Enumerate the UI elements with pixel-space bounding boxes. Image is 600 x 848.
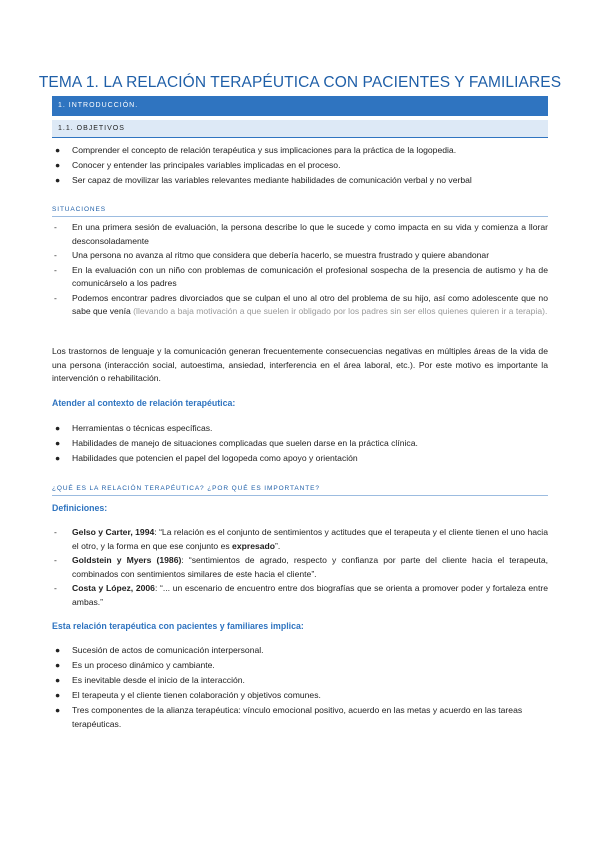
grey-note: (llevando a baja motivación a que suelen ir obligado por los padres sin ser ellos quienes quieren ir a terapia).: [133, 306, 548, 316]
list-item: ● Comprender el concepto de relación terapéutica y sus implicaciones para la práctica de la logopedia.: [52, 143, 548, 158]
situaciones-list: [52, 221, 548, 320]
bullet-icon: ●: [55, 175, 61, 185]
list-item: - Gelso y Carter, 1994: “La relación es el conjunto de sentimientos y actitudes que el terapeuta y el cliente tienen el uno hacia el otro, y la forma en que ese conjunto es expresado”.: [54, 527, 548, 551]
section-heading-introduccion: 1. INTRODUCCIÓN.: [52, 96, 548, 116]
list-item: ● Tres componentes de la alianza terapéutica: vínculo emocional positivo, acuerdo en las metas y acuerdo en las tareas terapéuticas.: [55, 705, 523, 729]
que-es-heading: ¿QUÉ ES LA RELACIÓN TERAPÉUTICA? ¿POR QUÉ ES IMPORTANTE?: [52, 485, 548, 496]
author: Costa y López, 2006: [72, 583, 155, 593]
list-item: - Costa y López, 2006: “... un escenario de encuentro entre dos biografías que se orienta a promover poder y fortaleza entre ambas.”: [54, 583, 548, 607]
author: Gelso y Carter, 1994: [72, 527, 155, 537]
bullet-icon: ●: [55, 438, 61, 448]
list-item: ● Sucesión de actos de comunicación interpersonal.: [52, 643, 548, 658]
contexto-list: [52, 421, 548, 466]
bullet-icon: ●: [55, 690, 61, 700]
list-item: - Goldstein y Myers (1986): “sentimientos de agrado, respecto y confianza por parte del cliente hacia el terapeuta, combinados con sentimientos similares de este hacia el cliente”.: [54, 555, 548, 579]
objetivos-list: [52, 143, 548, 188]
intro-paragraph: Los trastornos de lenguaje y la comunicación generan frecuentemente consecuencias negativas en múltiples áreas de la vida de una persona (interacción social, autoestima, ansiedad, interferencia en el área laboral, etc.). Por este motivo es importante la intervención o rehabilitación.: [52, 346, 548, 383]
bullet-icon: ●: [55, 645, 61, 655]
list-item: ● El terapeuta y el cliente tienen colaboración y objetivos comunes.: [52, 688, 548, 703]
list-item: - En la evaluación con un niño con problemas de comunicación el profesional sospecha de la presencia de autismo y ha de comunicárselo a los padres: [54, 264, 548, 288]
implica-heading: Esta relación terapéutica con pacientes y familiares implica:: [52, 621, 304, 631]
bullet-icon: ●: [55, 160, 61, 170]
definiciones-list: [52, 526, 548, 610]
bullet-icon: ●: [55, 660, 61, 670]
list-item: ● Es un proceso dinámico y cambiante.: [52, 658, 548, 673]
list-item: ● Conocer y entender las principales variables implicadas en el proceso.: [52, 158, 548, 173]
bullet-icon: ●: [55, 145, 61, 155]
list-item: ● Herramientas o técnicas específicas.: [52, 421, 548, 436]
bullet-icon: ●: [55, 453, 61, 463]
list-item: ● Es inevitable desde el inicio de la interacción.: [52, 673, 548, 688]
situaciones-heading: SITUACIONES: [52, 206, 548, 217]
list-item: - Podemos encontrar padres divorciados que se culpan el uno al otro del problema de su hijo, así como adolescente que no sabe que venía (llevando a baja motivación a que suelen ir obligado por los padres sin ser ellos quienes quieren ir a terapia).: [54, 292, 548, 316]
contexto-heading: Atender al contexto de relación terapéutica:: [52, 398, 236, 408]
page-title: TEMA 1. LA RELACIÓN TERAPÉUTICA CON PACIENTES Y FAMILIARES: [38, 74, 562, 91]
list-item: - Una persona no avanza al ritmo que considera que debería hacerlo, se muestra frustrado y quiere abandonar: [54, 250, 490, 260]
author: Goldstein y Myers (1986): [72, 555, 182, 565]
bullet-icon: ●: [55, 705, 61, 715]
list-item: ● Habilidades que potencien el papel del logopeda como apoyo y orientación: [52, 451, 548, 466]
implica-list: [52, 643, 548, 731]
definiciones-heading: Definiciones:: [52, 503, 108, 513]
bullet-icon: ●: [55, 423, 61, 433]
list-item: - En una primera sesión de evaluación, la persona describe lo que le sucede y como impacta en su vida y comienza a llorar desconsoladamente: [54, 222, 548, 246]
list-item: ● Habilidades de manejo de situaciones complicadas que suelen darse en la práctica clínica.: [52, 436, 548, 451]
bullet-icon: ●: [55, 675, 61, 685]
subsection-heading-objetivos: 1.1. OBJETIVOS: [52, 120, 548, 138]
list-item: ● Ser capaz de movilizar las variables relevantes mediante habilidades de comunicación verbal y no verbal: [52, 173, 548, 188]
